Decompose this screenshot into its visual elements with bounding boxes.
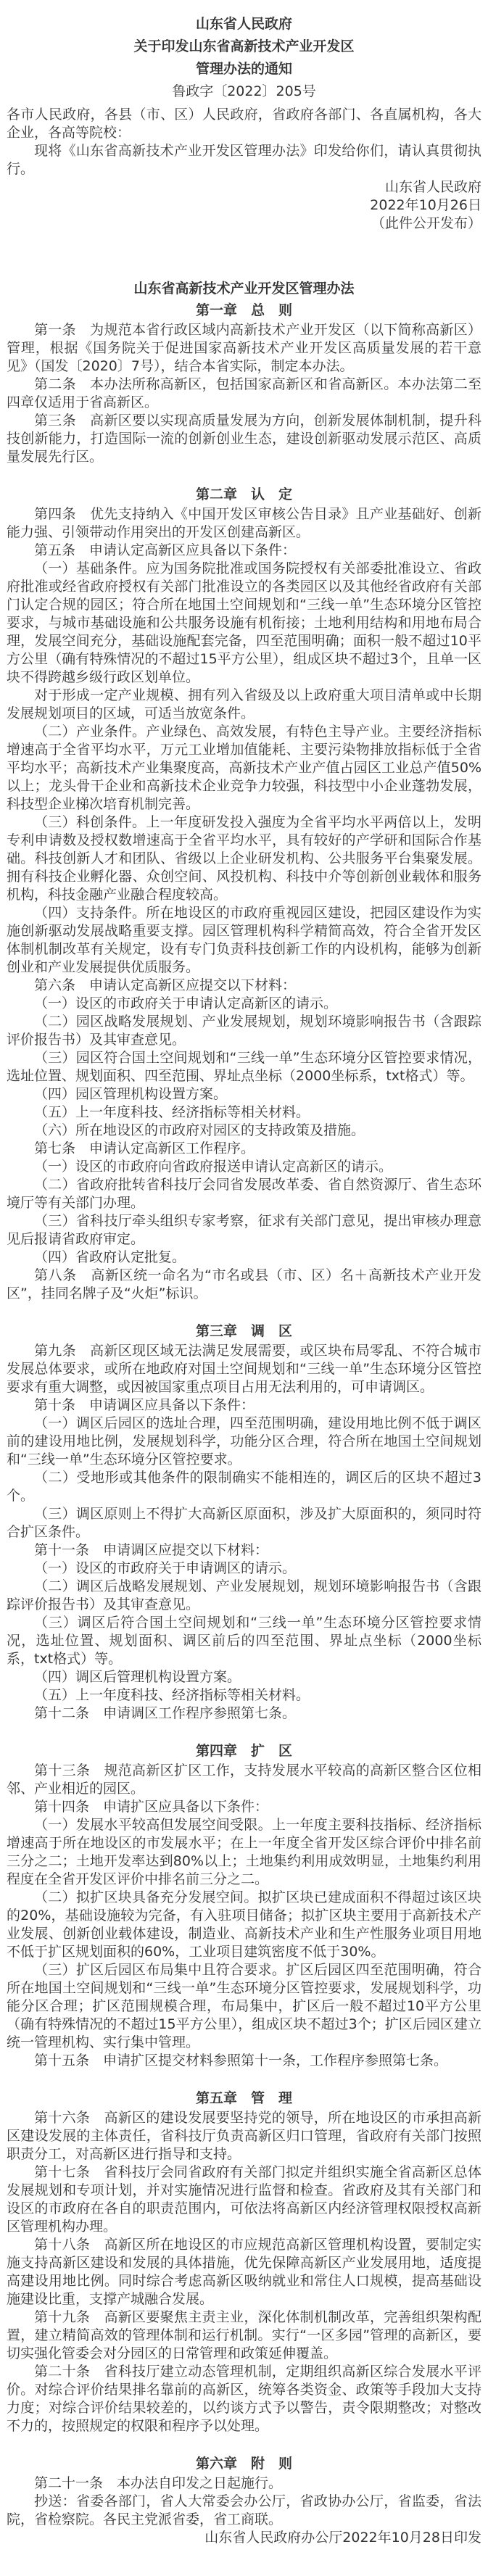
- article-paragraph: （三）调区后符合国土空间规划和“三线一单”生态环境分区管控要求情况，选址位置、规划面积、调区前后的四至范围、界址点坐标（2000坐标系，txt格式）等。: [7, 1615, 481, 1667]
- article-paragraph: （四）调区后管理机构设置方案。: [34, 1669, 241, 1685]
- article-paragraph: （三）调区原则上不得扩大高新区原面积，涉及扩大原面积的，须同时符合扩区条件。: [7, 1506, 481, 1540]
- notice-title-line-1: 山东省人民政府: [195, 16, 292, 32]
- issue-line: 山东省人民政府办公厅2022年10月28日印发: [204, 2530, 481, 2546]
- notice-body: 现将《山东省高新技术产业开发区管理办法》印发给你们，请认真贯彻执行。: [7, 143, 481, 177]
- chapter-heading: 第四章 扩 区: [195, 1743, 292, 1759]
- chapter-heading: 第六章 附 则: [195, 2456, 292, 2472]
- article-paragraph: 对于形成一定产业规模、拥有列入省级及以上政府重大项目清单或中长期发展规划项目的区域，可适当放宽条件。: [7, 687, 481, 721]
- article-paragraph: （二）产业条件。产业绿色、高效发展，有特色主导产业。主要经济指标增速高于全省平均水平，万元工业增加值能耗、主要污染物排放指标低于全省平均水平；高新技术产业集聚度高，高新技术产业产值占园区工业总产值50%以上；龙头骨干企业和高新技术企业竞争力较强，科技型中小企业蓬勃发展，科技型企业梯次培育机制完善。: [7, 724, 481, 812]
- article-paragraph: 第十条 申请调区应具备以下条件：: [34, 1397, 255, 1413]
- article-paragraph: 第九条 高新区现区域无法满足发展需要，或区块布局零乱、不符合城市发展总体要求，或所在地政府对国土空间规划和“三线一单”生态环境分区管控要求有重大调整，或因被国家重点项目占用无法利用的，可申请调区。: [7, 1343, 481, 1395]
- article-paragraph: 第十七条 省科技厅会同省政府有关部门拟定并组织实施全省高新区总体发展规划和专项计划，并对实施情况进行监督和检查。省政府及其有关部门和设区的市政府在各自的职责范围内，可依法将高新区内经济管理权限授权高新区管理机构办理。: [7, 2164, 481, 2235]
- measures-chapters: [7, 299, 481, 2493]
- document-footer: [7, 2493, 481, 2547]
- notice-title-line-3: 管理办法的通知: [195, 61, 292, 77]
- article-paragraph: 第四条 优先支持纳入《中国开发区审核公告目录》且产业基础好、创新能力强、引领带动作用突出的开发区创建高新区。: [7, 506, 481, 540]
- article-paragraph: 第十一条 申请调区应提交以下材料：: [34, 1542, 269, 1558]
- article-paragraph: （一）设区的市政府关于申请调区的请示。: [34, 1560, 297, 1576]
- measures-title: 山东省高新技术产业开发区管理办法: [133, 281, 355, 297]
- article-paragraph: （三）扩区后园区布局集中且符合要求。扩区后园区四至范围明确，符合所在地国土空间规划和“三线一单”生态环境分区管控要求，发展规划科学，功能分区合理；扩区范围规模合理，布局集中，扩区后一般不超过10平方公里（确有特殊情况的不超过15平方公里），组成区块不超过3个；扩区后园区建立统一管理机构、实行集中管理。: [7, 1962, 481, 2050]
- article-paragraph: （三）省科技厅牵头组织专家考察，征求有关部门意见，提出审核办理意见后报请省政府审定。: [7, 1213, 481, 1247]
- article-paragraph: （六）所在地设区的市政府对园区的支持政策及措施。: [34, 1122, 365, 1138]
- doc-number: 鲁政字〔2022〕205号: [172, 83, 316, 99]
- article-paragraph: （三）科创条件。上一年度研发投入强度为全省平均水平两倍以上，发明专利申请数及授权数增速高于全省平均水平，具有较好的产学研和国际合作基础。科技创新人才和团队、省级以上企业研发机构、公共服务平台集聚发展。拥有科技企业孵化器、众创空间、风投机构、科技中介等创新创业载体和服务机构，科技金融产业融合程度较高。: [7, 814, 481, 903]
- article-paragraph: 第十八条 高新区所在地设区的市应规范高新区管理机构设置，要制定实施支持高新区建设和发展的具体措施，优先保障高新区产业发展用地，适度提高建设用地比例。同时综合考虑高新区吸纳就业和常住人口规模，提高基础设施建设比重，支撑产城融合发展。: [7, 2237, 481, 2307]
- article-paragraph: 第七条 申请认定高新区工作程序。: [34, 1140, 255, 1156]
- article-paragraph: 第二十条 省科技厅建立动态管理机制，定期组织高新区综合发展水平评价。对综合评价结果排名靠前的高新区，统筹各类资金、政策等手段加大支持力度；对综合评价结果较差的，以约谈方式予以警告，责令限期整改；对整改不力的，按照规定的权限和程序予以处理。: [7, 2364, 481, 2434]
- signature-issuer: 山东省人民政府: [384, 179, 481, 195]
- article-paragraph: （四）省政府认定批复。: [34, 1249, 186, 1265]
- article-paragraph: 第八条 高新区统一命名为“市名或县（市、区）名＋高新技术产业开发区”，挂同名牌子及“火炬”标识。: [7, 1267, 481, 1301]
- article-paragraph: 第一条 为规范本省行政区域内高新技术产业开发区（以下简称高新区）管理，根据《国务院关于促进国家高新技术产业开发区高质量发展的若干意见》（国发〔2020〕7号），结合本省实际，制定本办法。: [7, 322, 481, 374]
- article-paragraph: （二）调区后战略发展规划、产业发展规划，规划环境影响报告书（含跟踪评价报告书）及其审查意见。: [7, 1578, 481, 1612]
- article-paragraph: （一）基础条件。应为国务院批准或国务院授权有关部委批准设立、省政府批准或经省政府授权有关部门批准设立的各类园区以及其他经省政府有关部门认定合规的园区；符合所在地国土空间规划和“三线一单”生态环境分区管控要求，与城市基础设施和公共服务设施有机衔接；土地利用结构和用地布局合理，发展空间充分，基础设施配套完备，四至范围明确；面积一般不超过10平方公里（确有特殊情况的不超过15平方公里），组成区块不超过3个，且单一区块不得跨越乡级行政区划单位。: [7, 560, 481, 685]
- chapter-heading: 第五章 管 理: [195, 2090, 292, 2106]
- notice-header: [7, 13, 481, 103]
- article-paragraph: （四）支持条件。所在地设区的市政府重视园区建设，把园区建设作为实施创新驱动发展战略重要支撑。园区管理机构科学精简高效，符合全省开发区体制机制改革有关规定，设有专门负责科技创新工作的内设机构，能够为创新创业和产业发展提供优质服务。: [7, 905, 481, 975]
- article-paragraph: 第三条 高新区要以实现高质量发展为方向，创新发展体制机制，提升科技创新能力，打造国际一流的创新创业生态，建设创新驱动发展示范区、高质量发展先行区。: [7, 413, 481, 465]
- chapter-heading: 第二章 认 定: [195, 486, 292, 502]
- article-paragraph: （五）上一年度科技、经济指标等相关材料。: [34, 1687, 310, 1703]
- article-paragraph: （三）园区符合国土空间规划和“三线一单”生态环境分区管控要求情况，选址位置、规划面积、四至范围、界址点坐标（2000坐标系，txt格式）等。: [7, 1050, 481, 1084]
- signature-block: [7, 178, 481, 233]
- article-paragraph: 第十五条 申请扩区提交材料参照第十一条，工作程序参照第七条。: [34, 2053, 448, 2068]
- article-paragraph: （四）园区管理机构设置方案。: [34, 1086, 228, 1102]
- notice-title-line-2: 关于印发山东省高新技术产业开发区: [133, 38, 355, 54]
- article-paragraph: （一）设区的市政府向省政府报送申请认定高新区的请示。: [34, 1159, 393, 1175]
- article-paragraph: 第六条 申请认定高新区应提交以下材料：: [34, 977, 297, 993]
- cc-line: 抄送：省委各部门，省人大常委会办公厅，省政协办公厅，省监委，省法院，省检察院。各民主党派省委，省工商联。: [7, 2493, 481, 2527]
- article-paragraph: （一）设区的市政府关于申请认定高新区的请示。: [34, 995, 338, 1011]
- article-paragraph: （二）拟扩区块具备充分发展空间。拟扩区块已建成面积不得超过该区块的20%，基础设施较为完备，有入驻项目储备；拟扩区块主要用于高新技术产业发展、创新创业载体建设，制造业、高新技术产业和生产性服务业项目用地不低于扩区规划面积的60%，工业项目建筑密度不低于30%。: [7, 1889, 481, 1960]
- signature-public-note: （此件公开发布）: [371, 215, 481, 231]
- article-paragraph: 第十四条 申请扩区应具备以下条件：: [34, 1799, 269, 1815]
- article-paragraph: （五）上一年度科技、经济指标等相关材料。: [34, 1104, 310, 1120]
- article-paragraph: （一）调区后园区的选址合理，四至范围明确，建设用地比例不低于调区前的建设用地比例，发展规划科学，功能分区合理，符合所在地国土空间规划和“三线一单”生态环境分区管控要求。: [7, 1415, 481, 1467]
- article-paragraph: 第十二条 申请调区工作程序参照第七条。: [34, 1705, 297, 1721]
- article-paragraph: 第十九条 高新区要聚焦主责主业，深化体制机制改革，完善组织架构配置，建立精简高效的管理体制和运行机制。实行“一区多园”管理的高新区，要切实强化管委会对分园区的日常管理和政策延伸覆盖。: [7, 2309, 481, 2361]
- chapter-heading: 第一章 总 则: [195, 302, 292, 318]
- chapter-heading: 第三章 调 区: [195, 1323, 292, 1339]
- article-paragraph: （二）园区战略发展规划、产业发展规划，规划环境影响报告书（含跟踪评价报告书）及其审查意见。: [7, 1014, 481, 1048]
- article-paragraph: （二）省政府批转省科技厅会同省发展改革委、省自然资源厅、省生态环境厅等有关部门办理。: [7, 1177, 481, 1211]
- article-paragraph: 第十三条 规范高新区扩区工作，支持发展水平较高的高新区整合区位相邻、产业相近的园区。: [7, 1763, 481, 1797]
- salutation: 各市人民政府，各县（市、区）人民政府，省政府各部门、各直属机构，各大企业，各高等院校：: [7, 107, 481, 141]
- signature-date: 2022年10月26日: [370, 197, 481, 213]
- article-paragraph: （二）受地形或其他条件的限制确实不能相连的，调区后的区块不超过3个。: [7, 1470, 481, 1504]
- article-paragraph: 第二十一条 本办法自印发之日起施行。: [34, 2475, 283, 2491]
- article-paragraph: 第五条 申请认定高新区应具备以下条件：: [34, 542, 297, 558]
- article-paragraph: 第十六条 高新区的建设发展要坚持党的领导，所在地设区的市承担高新区建设发展的主体责任，省科技厅负责高新区归口管理，省政府有关部门按照职责分工，对高新区进行指导和支持。: [7, 2110, 481, 2162]
- article-paragraph: 第二条 本办法所称高新区，包括国家高新区和省高新区。本办法第二至四章仅适用于省高新区。: [7, 376, 481, 410]
- article-paragraph: （一）发展水平较高但发展空间受限。上一年度主要科技指标、经济指标增速高于所在地设区的市发展水平；在上一年度全省开发区综合评价中排名前三分之二；土地开发率达到80%以上；土地集约利用成效明显，土地集约利用程度在全省开发区评价中排名前三分之二。: [7, 1817, 481, 1887]
